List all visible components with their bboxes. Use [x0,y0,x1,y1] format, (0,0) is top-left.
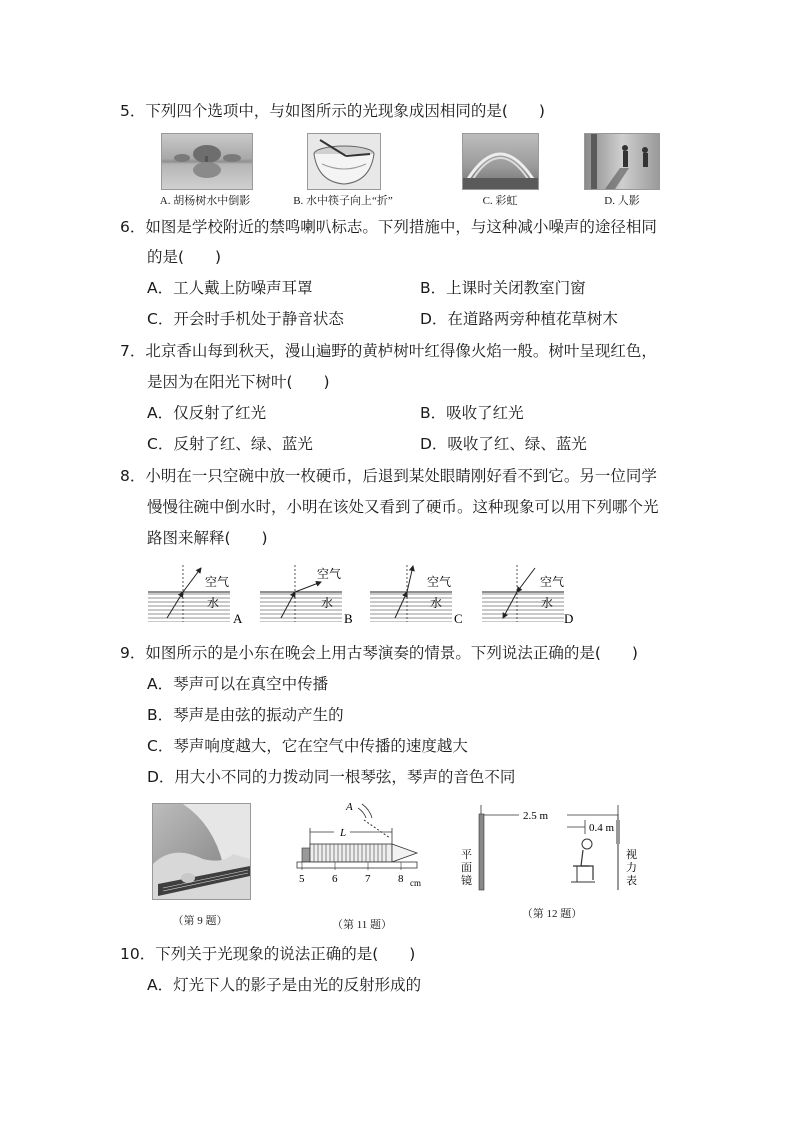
q8-light-path-diagrams [145,560,585,630]
fig11-unit: cm [410,878,421,888]
q8-stem-line1: 8．小明在一只空碗中放一枚硬币，后退到某处眼睛刚好看不到它。另一位同学 [120,467,657,485]
q7-option-c: C．反射了红、绿、蓝光 [147,435,313,453]
q10-stem: 10．下列关于光现象的说法正确的是( ) [120,945,416,963]
q5-stem: 5．下列四个选项中，与如图所示的光现象成因相同的是( ) [120,102,545,120]
rainbow-photo [462,133,539,190]
fig9-caption: （第 9 题） [172,915,228,927]
fig12-dist-0-4m: 0.4 m [589,822,615,834]
q8-letter-c: C [454,611,463,626]
shadow-people-photo [584,133,660,190]
q8-diagram-c [370,565,452,622]
q9-stem: 9．如图所示的是小东在晚会上用古琴演奏的情景。下列说法正确的是( ) [120,644,638,662]
q5-caption-b: B. 水中筷子向上“折” [293,195,393,207]
q5-caption-c: C. 彩虹 [482,195,518,207]
q9-option-d: D．用大小不同的力拨动同一根琴弦，琴声的音色不同 [147,768,516,786]
q6-option-d: D．在道路两旁种植花草树木 [420,310,618,328]
q5-caption-d: D. 人影 [604,195,640,207]
q8-air-label-b: 空气 [317,567,342,581]
q8-water-label-a: 水 [207,596,220,610]
q6-option-c: C．开会时手机处于静音状态 [147,310,344,328]
q6-stem-line1: 6．如图是学校附近的禁鸣喇叭标志。下列措施中，与这种减小噪声的途径相同 [120,218,657,236]
fig12-chart-char-3: 表 [626,875,637,887]
q8-diagram-d [482,565,564,622]
q6-option-a: A．工人戴上防噪声耳罩 [147,279,313,297]
q8-water-label-d: 水 [541,596,554,610]
fig11-tick-6: 6 [332,873,338,885]
fig11-ruler-diagram [292,800,432,900]
fig11-tick-5: 5 [299,873,305,885]
q7-stem-line1: 7．北京香山每到秋天，漫山遍野的黄栌树叶红得像火焰一般。树叶呈现红色， [120,342,657,360]
fig11-caption: （第 11 题） [331,919,393,931]
q8-stem-line2: 慢慢往碗中倒水时，小明在该处又看到了硬币。这种现象可以用下列哪个光 [147,498,659,516]
q6-stem-line2: 的是( ) [147,248,222,266]
poplar-reflection-photo [161,133,253,190]
q8-air-label-a: 空气 [205,575,230,589]
q8-letter-b: B [344,611,353,626]
q10-option-a: A．灯光下人的影子是由光的反射形成的 [147,976,422,994]
q8-diagram-a [148,565,230,622]
chopsticks-bowl-photo [307,133,381,190]
q8-letter-a: A [233,611,243,626]
q5-caption-a: A. 胡杨树水中倒影 [159,195,251,207]
q7-option-a: A．仅反射了红光 [147,404,267,422]
q7-stem-line2: 是因为在阳光下树叶( ) [147,373,330,391]
fig12-mirror-char-2: 面 [461,862,472,874]
fig12-caption: （第 12 题） [521,908,583,920]
q9-option-b: B．琴声是由弦的振动产生的 [147,706,344,724]
fig11-tick-7: 7 [365,873,371,885]
q7-option-b: B．吸收了红光 [420,404,524,422]
q6-option-b: B．上课时关闭教室门窗 [420,279,586,297]
guqin-player-photo [152,803,251,900]
fig12-chart-char-1: 视 [626,849,637,861]
q7-option-d: D．吸收了红、绿、蓝光 [420,435,587,453]
q8-air-label-c: 空气 [427,575,452,589]
q8-water-label-b: 水 [321,596,334,610]
q8-air-label-d: 空气 [540,575,565,589]
fig11-label-l: L [340,827,347,839]
q8-letter-d: D [564,611,574,626]
fig11-label-a: A [346,801,353,813]
fig11-tick-8: 8 [398,873,404,885]
q9-option-a: A．琴声可以在真空中传播 [147,675,329,693]
fig12-mirror-char-1: 平 [461,849,472,861]
q8-water-label-c: 水 [430,596,443,610]
q8-stem-line3: 路图来解释( ) [147,529,268,547]
fig12-chart-char-2: 力 [626,862,637,874]
fig12-eye-test-diagram [455,800,645,900]
q9-option-c: C．琴声响度越大，它在空气中传播的速度越大 [147,737,468,755]
fig12-mirror-char-3: 镜 [461,875,472,887]
fig12-dist-2-5m: 2.5 m [523,810,549,822]
